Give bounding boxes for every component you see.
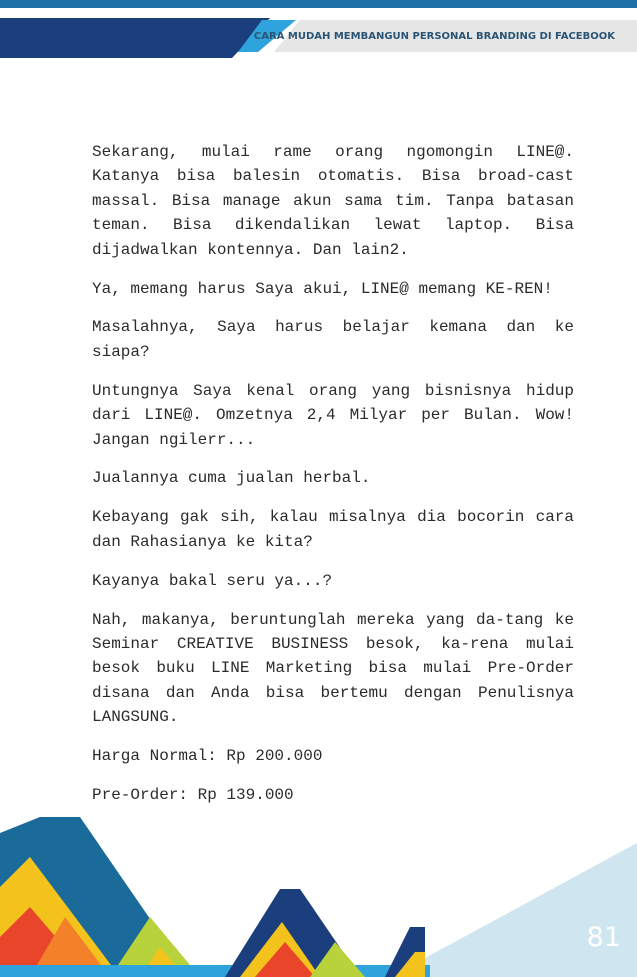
- paragraph: Untungnya Saya kenal orang yang bisnisnya hidup dari LINE@. Omzetnya 2,4 Milyar per Bulan. Wow! Jangan ngilerr...: [92, 381, 574, 449]
- article-body: [92, 140, 574, 822]
- price-normal: Harga Normal: Rp 200.000: [92, 747, 323, 766]
- mountain-shapes-graphic: [0, 817, 637, 977]
- paragraph: Jualannya cuma jualan herbal.: [92, 469, 371, 488]
- header-top-stripe: [0, 0, 637, 8]
- page-header: [0, 0, 637, 60]
- page-number: 81: [586, 922, 621, 953]
- footer-decoration: [0, 817, 637, 977]
- paragraph: Sekarang, mulai rame orang ngomongin LINE@. Katanya bisa balesin otomatis. Bisa broad-cast massal. Bisa manage akun sama tim. Tanpa batasan teman. Bisa dikendalikan lewat laptop. Bisa dijadwalkan kontennya. Dan lain2.: [92, 143, 574, 259]
- header-title: CARA MUDAH MEMBANGUN PERSONAL BRANDING DI FACEBOOK: [253, 31, 615, 42]
- paragraph: Nah, makanya, beruntunglah mereka yang da-tang ke Seminar CREATIVE BUSINESS besok, ka-rena mulai besok buku LINE Marketing bisa mulai Pre-Order disana dan Anda bisa bertemu dengan Penulisnya LANGSUNG.: [92, 610, 574, 727]
- header-navy-band: [0, 18, 270, 58]
- header-banner-graphic: [0, 0, 637, 60]
- paragraph: Ya, memang harus Saya akui, LINE@ memang KE-REN!: [92, 279, 553, 298]
- footer-corner-triangle: [390, 843, 637, 977]
- footer-blue-band: [0, 965, 430, 977]
- price-preorder: Pre-Order: Rp 139.000: [92, 786, 294, 805]
- paragraph: Kayanya bakal seru ya...?: [92, 571, 333, 590]
- paragraph: Masalahnya, Saya harus belajar kemana dan ke siapa?: [92, 318, 574, 361]
- paragraph: Kebayang gak sih, kalau misalnya dia bocorin cara dan Rahasianya ke kita?: [92, 508, 574, 551]
